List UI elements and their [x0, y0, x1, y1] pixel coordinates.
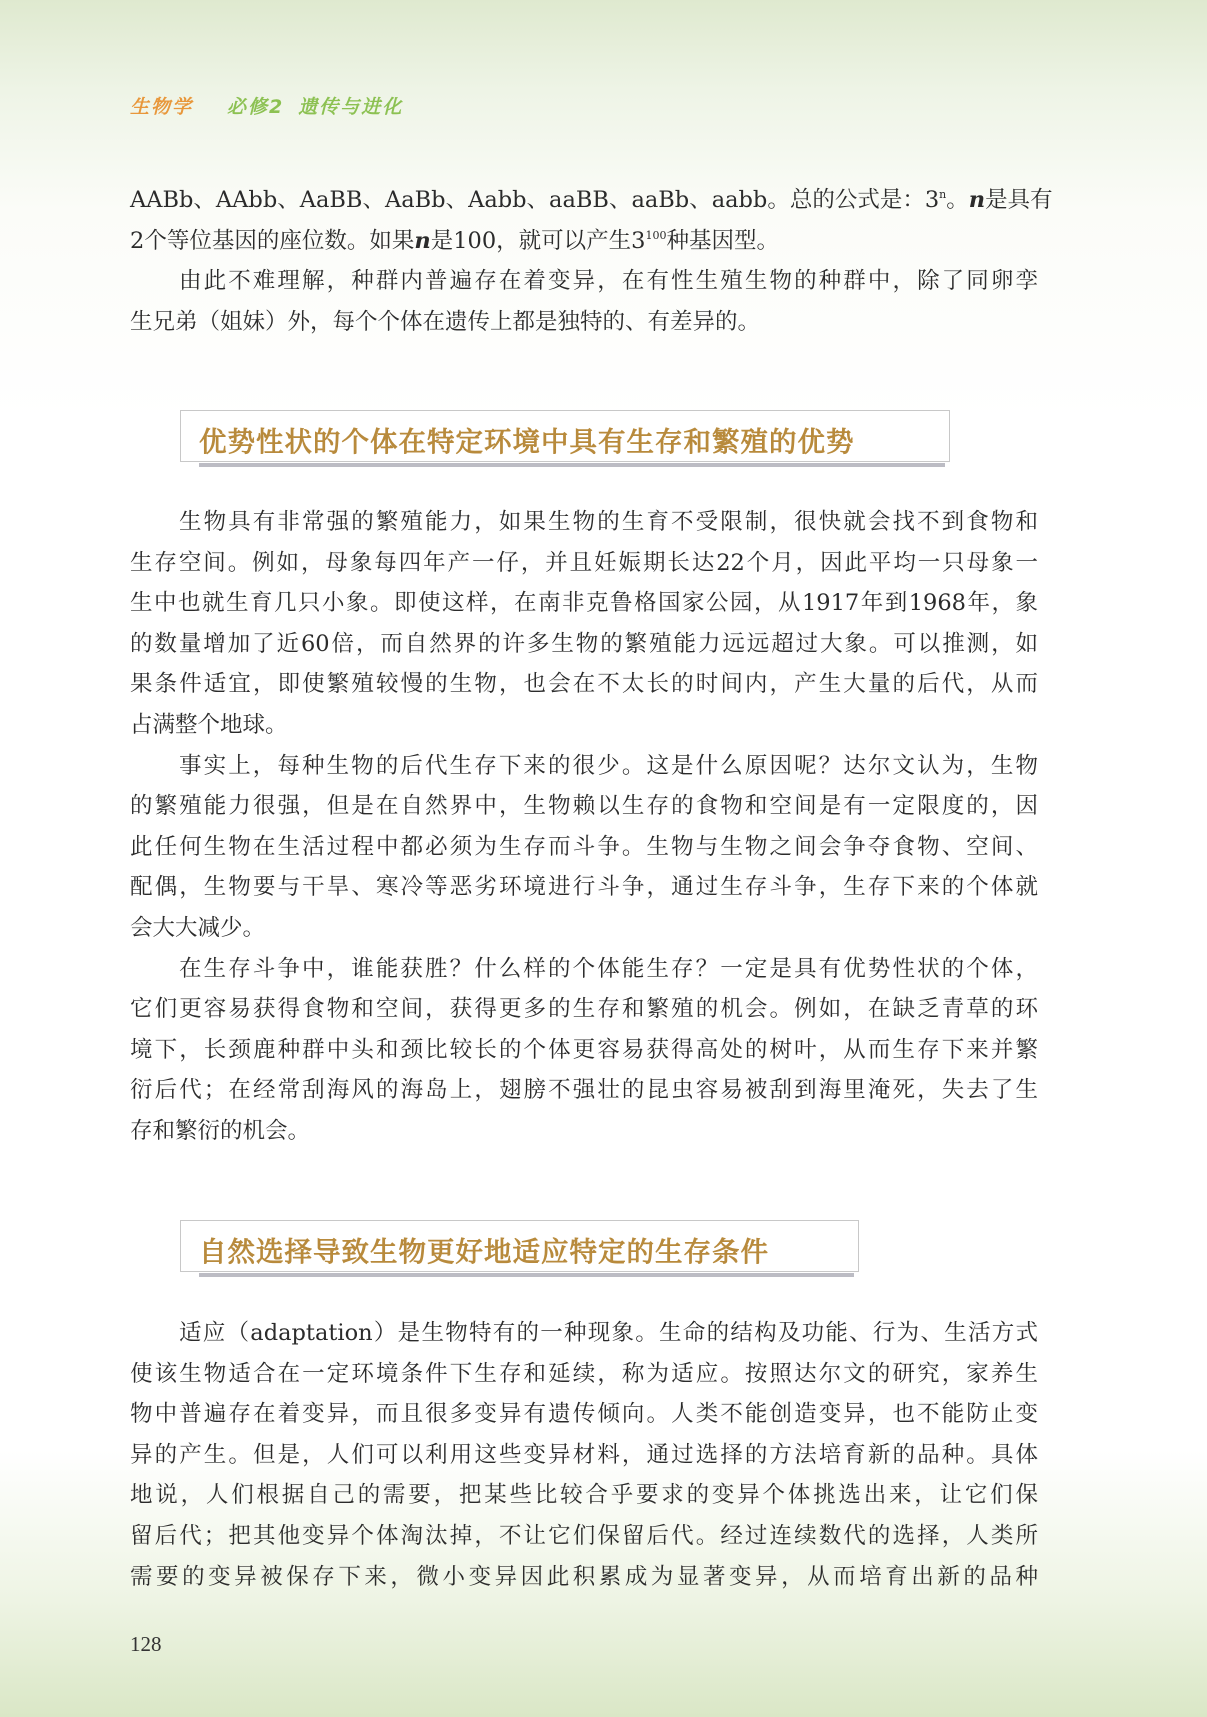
section-1-paragraph-3: [130, 949, 1038, 1152]
text-line: 生存空间。例如，母象每四年产一仔，并且妊娠期长达22个月，因此平均一只母象一: [130, 549, 1038, 576]
text-line: 适应（adaptation）是生物特有的一种现象。生命的结构及功能、行为、生活方式: [179, 1320, 1038, 1346]
text-line: 生物具有非常强的繁殖能力，如果生物的生育不受限制，很快就会找不到食物和: [179, 509, 1038, 535]
book-unit: 遗传与进化: [298, 96, 404, 118]
section-2-paragraph-1: [130, 1313, 1038, 1597]
text-line: 的数量增加了近60倍，而自然界的许多生物的繁殖能力远远超过大象。可以推测，如: [130, 630, 1038, 657]
text-line: 配偶，生物要与干旱、寒冷等恶劣环境进行斗争，通过生存斗争，生存下来的个体就: [130, 874, 1038, 901]
text-line: 它们更容易获得食物和空间，获得更多的生存和繁殖的机会。例如，在缺乏青草的环: [130, 996, 1038, 1023]
section-heading-1-text: 优势性状的个体在特定环境中具有生存和繁殖的优势: [199, 426, 855, 458]
text-line: 生兄弟（姐妹）外，每个个体在遗传上都是独特的、有差异的。: [130, 308, 761, 335]
page-number: 128: [130, 1632, 162, 1656]
text-line: 会大大减少。: [130, 914, 266, 941]
formula-line-1: AABb、AAbb、AaBB、AaBb、Aabb、aaBB、aaBb、aabb。总的公式是：3$^n$。n是具有: [130, 187, 1053, 213]
text-line: 衍后代；在经常刮海风的海岛上，翅膀不强壮的昆虫容易被刮到海里淹死，失去了生: [130, 1077, 1038, 1104]
section-heading-1: [180, 410, 950, 462]
text-line: 果条件适宜，即使繁殖较慢的生物，也会在不太长的时间内，产生大量的后代，从而: [130, 671, 1038, 698]
text-line: 生中也就生育几只小象。即使这样，在南非克鲁格国家公园，从1917年到1968年，象: [130, 590, 1038, 617]
text-line: 占满整个地球。: [130, 711, 288, 738]
section-1-paragraph-2: [130, 746, 1038, 949]
book-subject: 生物学: [130, 96, 194, 118]
text-line: 存和繁衍的机会。: [130, 1117, 311, 1144]
text-line: 物中普遍存在着变异，而且很多变异有遗传倾向。人类不能创造变异，也不能防止变: [130, 1401, 1038, 1428]
variable-n: n: [414, 227, 431, 254]
text-line: 的繁殖能力很强，但是在自然界中，生物赖以生存的食物和空间是有一定限度的，因: [130, 793, 1038, 820]
intro-paragraph-1: [130, 180, 1053, 261]
text-line: 在生存斗争中，谁能获胜？什么样的个体能生存？一定是具有优势性状的个体，: [179, 955, 1038, 982]
section-2-body: [130, 1313, 1038, 1597]
intro-paragraph-2: [130, 261, 1038, 342]
variable-n: n: [968, 187, 986, 213]
section-1-paragraph-1: [130, 502, 1038, 746]
exponent-100: 100: [645, 228, 667, 242]
text-line: 地说，人们根据自己的需要，把某些比较合乎要求的变异个体挑选出来，让它们保: [130, 1482, 1038, 1509]
formula-line-2: 2个等位基因的座位数。如果n是100，就可以产生$3^{100}$种基因型。: [130, 227, 779, 254]
text-line: 需要的变异被保存下来，微小变异因此积累成为显著变异，从而培育出新的品种: [130, 1563, 1038, 1590]
book-volume: 必修2: [227, 96, 285, 118]
intro-block: [130, 180, 1053, 342]
text-line: 异的产生。但是，人们可以利用这些变异材料，通过选择的方法培育新的品种。具体: [130, 1441, 1038, 1468]
running-head: [130, 92, 403, 119]
text-line: 由此不难理解，种群内普遍存在着变异，在有性生殖生物的种群中，除了同卵孪: [179, 268, 1038, 295]
section-heading-2: [180, 1220, 859, 1272]
section-heading-2-text: 自然选择导致生物更好地适应特定的生存条件: [199, 1236, 769, 1268]
text-line: 使该生物适合在一定环境条件下生存和延续，称为适应。按照达尔文的研究，家养生: [130, 1360, 1038, 1387]
text-line: 事实上，每种生物的后代生存下来的很少。这是什么原因呢？达尔文认为，生物: [179, 752, 1038, 779]
text-line: 境下，长颈鹿种群中头和颈比较长的个体更容易获得高处的树叶，从而生存下来并繁: [130, 1036, 1038, 1063]
exponent-n: n: [939, 188, 947, 201]
section-1-body: [130, 502, 1038, 1152]
text-line: 此任何生物在生活过程中都必须为生存而斗争。生物与生物之间会争夺食物、空间、: [130, 833, 1038, 860]
text-line: 留后代；把其他变异个体淘汰掉，不让它们保留后代。经过连续数代的选择，人类所: [130, 1522, 1038, 1549]
